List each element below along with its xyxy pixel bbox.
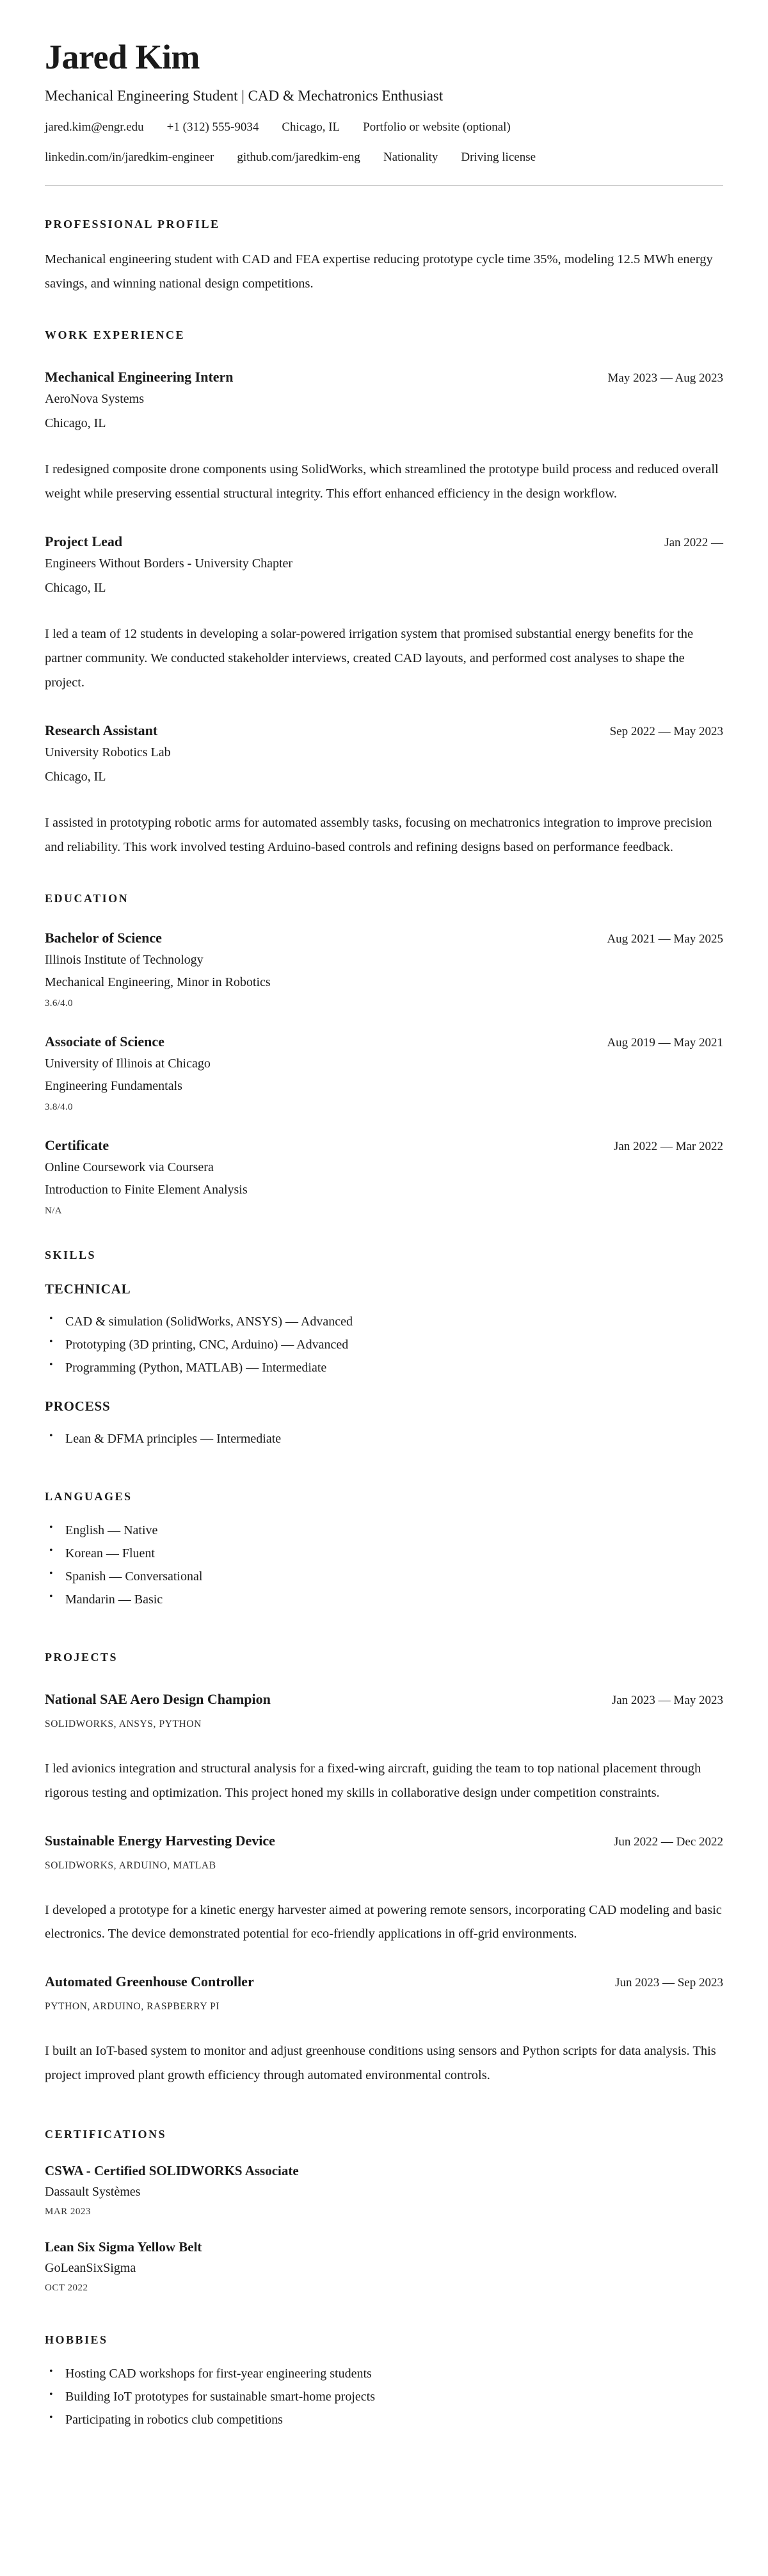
tagline: Mechanical Engineering Student | CAD & Mechatronics Enthusiast bbox=[45, 88, 444, 104]
project-dates: Jan 2023 — May 2023 bbox=[611, 1693, 723, 1707]
job-location: Chicago, IL bbox=[45, 581, 106, 595]
section-title: PROFESSIONAL PROFILE bbox=[45, 218, 220, 231]
list-item: • Hosting CAD workshops for first-year engineering students bbox=[45, 2362, 723, 2385]
certification-entry bbox=[45, 2239, 723, 2294]
section-professional-profile bbox=[45, 218, 723, 296]
job-description: I led a team of 12 students in developing a solar-powered irrigation system that promised substantial energy benefits for the partner community. We conducted stakeholder interviews, created CAD layouts, and performed cost analyses to shape the project. bbox=[45, 627, 694, 690]
linkedin-text: linkedin.com/in/jaredkim-engineer bbox=[45, 150, 214, 165]
project-description: I built an IoT-based system to monitor and adjust greenhouse conditions using sensors and Python scripts for data analysis. This project improved plant growth efficiency through automated environmental controls. bbox=[45, 2044, 716, 2083]
list-item: • Prototyping (3D printing, CNC, Arduino) — Advanced bbox=[45, 1333, 723, 1356]
education-entry bbox=[45, 930, 723, 1009]
job-company: AeroNova Systems bbox=[45, 392, 144, 407]
list-item: • Mandarin — Basic bbox=[45, 1588, 723, 1611]
job-dates: May 2023 — Aug 2023 bbox=[607, 371, 723, 385]
gpa-value: 3.6/4.0 bbox=[45, 998, 73, 1009]
certification-date: MAR 2023 bbox=[45, 2207, 91, 2217]
section-certifications bbox=[45, 2128, 723, 2294]
hobbies-list bbox=[45, 2362, 723, 2431]
header-divider bbox=[45, 185, 723, 186]
degree-dates: Jan 2022 — Mar 2022 bbox=[614, 1139, 723, 1153]
job-location: Chicago, IL bbox=[45, 416, 106, 431]
field-of-study: Introduction to Finite Element Analysis bbox=[45, 1182, 248, 1197]
entry-head bbox=[45, 1137, 723, 1154]
section-languages bbox=[45, 1490, 723, 1611]
list-item: • Participating in robotics club competitions bbox=[45, 2408, 723, 2431]
job-title: Research Assistant bbox=[45, 722, 158, 738]
section-hobbies bbox=[45, 2333, 723, 2431]
certification-issuer: Dassault Systèmes bbox=[45, 2185, 141, 2199]
project-entry bbox=[45, 1691, 723, 1806]
entry-head bbox=[45, 930, 723, 946]
field-of-study: Mechanical Engineering, Minor in Robotics bbox=[45, 975, 271, 989]
certification-name: CSWA - Certified SOLIDWORKS Associate bbox=[45, 2163, 299, 2179]
work-entry bbox=[45, 533, 723, 695]
entry-head bbox=[45, 1033, 723, 1050]
section-title: HOBBIES bbox=[45, 2333, 108, 2347]
gpa-value: N/A bbox=[45, 1205, 62, 1216]
job-description: I redesigned composite drone components using SolidWorks, which streamlined the prototype build process and reduced overall weight while preserving essential structural integrity. This effort enhanced efficiency in the design workflow. bbox=[45, 462, 719, 501]
gpa-value: 3.8/4.0 bbox=[45, 1101, 73, 1112]
list-item: • Spanish — Conversational bbox=[45, 1565, 723, 1588]
entry-head bbox=[45, 1973, 723, 1990]
section-title: CERTIFICATIONS bbox=[45, 2128, 167, 2141]
section-title: WORK EXPERIENCE bbox=[45, 328, 186, 342]
work-entry bbox=[45, 722, 723, 860]
certification-entry bbox=[45, 2163, 723, 2217]
project-dates: Jun 2023 — Sep 2023 bbox=[615, 1976, 723, 1990]
nationality-text: Nationality bbox=[383, 150, 438, 165]
project-title: Sustainable Energy Harvesting Device bbox=[45, 1832, 275, 1849]
project-description: I developed a prototype for a kinetic energy harvester aimed at powering remote sensors, incorporating CAD modeling and basic electronics. The device demonstrated potential for eco-friendly applications in off-grid environments. bbox=[45, 1902, 722, 1941]
education-entry bbox=[45, 1033, 723, 1113]
list-item: • Lean & DFMA principles — Intermediate bbox=[45, 1427, 723, 1450]
website-text: Portfolio or website (optional) bbox=[363, 120, 511, 134]
project-tags: SOLIDWORKS, ANSYS, PYTHON bbox=[45, 1718, 202, 1729]
project-tags: SOLIDWORKS, ARDUINO, MATLAB bbox=[45, 1859, 216, 1871]
section-title: SKILLS bbox=[45, 1248, 97, 1261]
section-title: PROJECTS bbox=[45, 1650, 118, 1664]
section-education bbox=[45, 892, 723, 1217]
certification-date: OCT 2022 bbox=[45, 2283, 88, 2294]
job-location: Chicago, IL bbox=[45, 769, 106, 784]
job-dates: Jan 2022 — bbox=[664, 536, 723, 550]
project-dates: Jun 2022 — Dec 2022 bbox=[614, 1835, 723, 1849]
email-text: jared.kim@engr.edu bbox=[45, 120, 144, 134]
school-name: Illinois Institute of Technology bbox=[45, 952, 204, 967]
list-item: • CAD & simulation (SolidWorks, ANSYS) — Advanced bbox=[45, 1310, 723, 1333]
project-entry bbox=[45, 1973, 723, 2088]
degree-dates: Aug 2019 — May 2021 bbox=[607, 1035, 723, 1049]
project-tags: PYTHON, ARDUINO, RASPBERRY PI bbox=[45, 2001, 220, 2013]
job-company: University Robotics Lab bbox=[45, 745, 171, 759]
degree-title: Bachelor of Science bbox=[45, 929, 162, 946]
education-entry bbox=[45, 1137, 723, 1217]
entry-head bbox=[45, 722, 723, 739]
project-description: I led avionics integration and structural analysis for a fixed-wing aircraft, guiding the team to top national placement through rigorous testing and optimization. This project honed my skills in collaborative design under competition constraints. bbox=[45, 1761, 701, 1800]
list-item: • Building IoT prototypes for sustainable smart-home projects bbox=[45, 2385, 723, 2408]
job-title: Project Lead bbox=[45, 533, 123, 550]
degree-title: Associate of Science bbox=[45, 1033, 164, 1049]
resume-header bbox=[45, 38, 723, 165]
certification-name: Lean Six Sigma Yellow Belt bbox=[45, 2239, 202, 2255]
skills-list-process bbox=[45, 1427, 723, 1450]
project-title: Automated Greenhouse Controller bbox=[45, 1973, 254, 1990]
project-title: National SAE Aero Design Champion bbox=[45, 1690, 271, 1707]
field-of-study: Engineering Fundamentals bbox=[45, 1078, 182, 1093]
section-skills bbox=[45, 1249, 723, 1450]
degree-dates: Aug 2021 — May 2025 bbox=[607, 932, 723, 946]
section-title: EDUCATION bbox=[45, 891, 129, 905]
section-title: LANGUAGES bbox=[45, 1489, 132, 1503]
github-text: github.com/jaredkim-eng bbox=[237, 150, 360, 165]
work-entry bbox=[45, 369, 723, 506]
list-item: • English — Native bbox=[45, 1519, 723, 1542]
location-text: Chicago, IL bbox=[282, 120, 340, 134]
list-item: • Korean — Fluent bbox=[45, 1542, 723, 1565]
project-entry bbox=[45, 1833, 723, 1947]
school-name: Online Coursework via Coursera bbox=[45, 1160, 214, 1174]
entry-head bbox=[45, 533, 723, 550]
job-title: Mechanical Engineering Intern bbox=[45, 369, 234, 385]
driving-license-text: Driving license bbox=[461, 150, 536, 165]
skills-group-title: PROCESS bbox=[45, 1398, 111, 1414]
section-projects bbox=[45, 1651, 723, 2089]
profile-summary: Mechanical engineering student with CAD and FEA expertise reducing prototype cycle time 35%, modeling 12.5 MWh energy savings, and winning national design competitions. bbox=[45, 252, 713, 291]
phone-text: +1 (312) 555-9034 bbox=[166, 120, 259, 134]
contact-row-2 bbox=[45, 150, 723, 165]
job-description: I assisted in prototyping robotic arms for automated assembly tasks, focusing on mechatronics integration to improve precision and reliability. This work involved testing Arduino-based controls and refining designs based on performance feedback. bbox=[45, 815, 712, 854]
languages-list bbox=[45, 1519, 723, 1611]
page-title: Jared Kim bbox=[45, 38, 200, 76]
degree-title: Certificate bbox=[45, 1137, 109, 1153]
entry-head bbox=[45, 1691, 723, 1708]
contact-row-1 bbox=[45, 120, 723, 134]
entry-head bbox=[45, 369, 723, 385]
skills-list-technical bbox=[45, 1310, 723, 1379]
entry-head bbox=[45, 1833, 723, 1849]
job-dates: Sep 2022 — May 2023 bbox=[609, 724, 723, 738]
job-company: Engineers Without Borders - University Chapter bbox=[45, 556, 293, 571]
certification-issuer: GoLeanSixSigma bbox=[45, 2261, 136, 2276]
section-work-experience bbox=[45, 328, 723, 859]
skills-group-title: TECHNICAL bbox=[45, 1281, 131, 1297]
list-item: • Programming (Python, MATLAB) — Intermediate bbox=[45, 1356, 723, 1379]
school-name: University of Illinois at Chicago bbox=[45, 1056, 211, 1071]
